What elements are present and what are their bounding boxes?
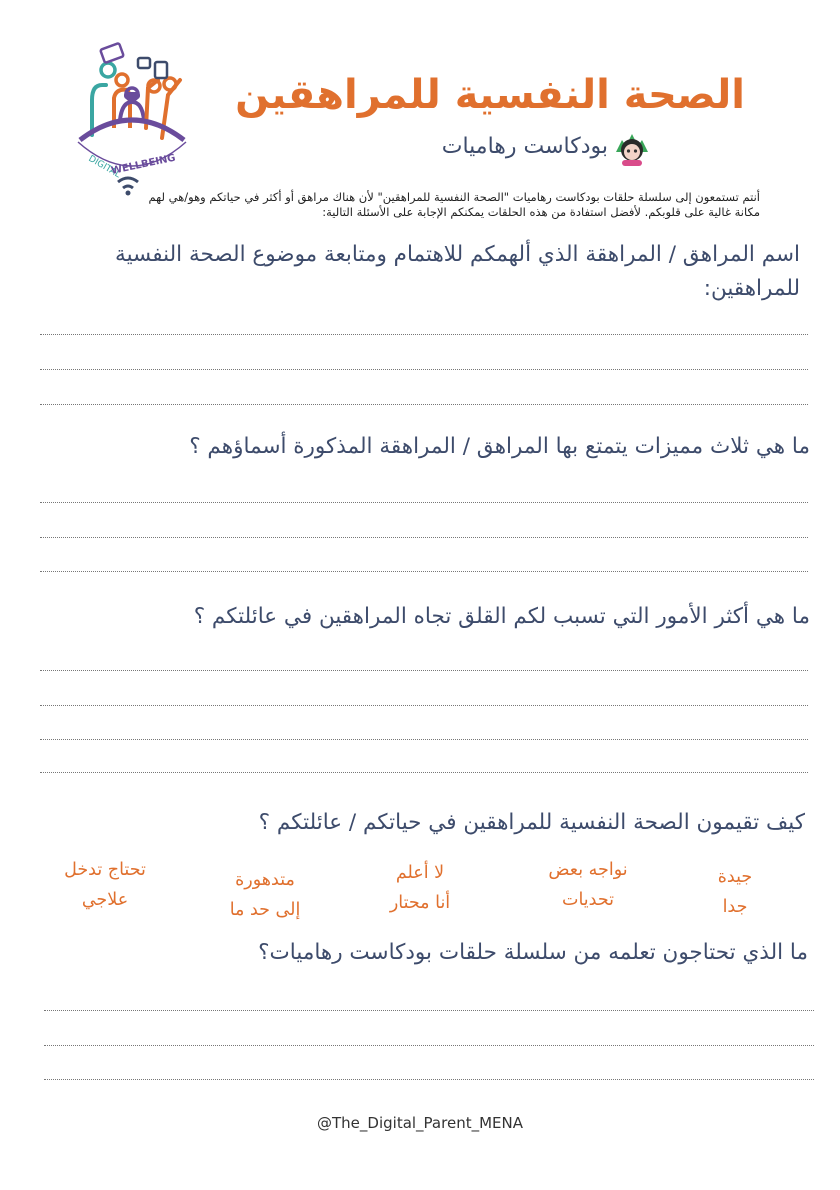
rating-option-very-good[interactable] (690, 862, 780, 922)
answer-line[interactable] (40, 705, 808, 706)
digital-wellbeing-logo (70, 40, 195, 200)
rating-option-line2: أنا محتار (389, 893, 451, 913)
rating-option-line1: جيدة (717, 867, 753, 887)
rating-option-line2: تحديات (561, 890, 615, 910)
answer-line[interactable] (40, 537, 808, 538)
rating-option-somewhat-deteriorated[interactable] (205, 865, 325, 925)
answer-line[interactable] (40, 334, 808, 335)
rating-option-line2: جدا (722, 897, 748, 917)
question-4: كيف تقيمون الصحة النفسية للمراهقين في حياتكم / عائلتكم ؟ (258, 810, 805, 835)
rating-option-needs-treatment[interactable] (45, 855, 165, 915)
question-2: ما هي ثلاث مميزات يتمتع بها المراهق / المراهقة المذكورة أسماؤهم ؟ (189, 434, 810, 459)
question-5: ما الذي تحتاجون تعلمه من سلسلة حلقات بودكاست رهاميات؟ (258, 940, 808, 965)
rating-option-line2: علاجي (81, 890, 129, 910)
podcast-subtitle-row (400, 128, 670, 168)
footer-handle: @The_Digital_Parent_MENA (317, 1114, 523, 1132)
answer-line[interactable] (44, 1079, 814, 1080)
answer-line[interactable] (44, 1010, 814, 1011)
question-1: اسم المراهق / المراهقة الذي ألهمكم للاهتمام ومتابعة موضوع الصحة النفسية للمراهقين: (115, 242, 800, 301)
rating-option-some-challenges[interactable] (523, 855, 653, 915)
answer-line[interactable] (44, 1045, 814, 1046)
answer-line[interactable] (40, 369, 808, 370)
answer-line[interactable] (40, 772, 808, 773)
rating-option-line1: لا أعلم (395, 863, 445, 883)
intro-paragraph: أنتم تستمعون إلى سلسلة حلقات بودكاست رهاميات "الصحة النفسية للمراهقين" لأن هناك مراهق أو أكثر في حياتكم وهو/هي لهم مكانة غالية على قلوبكم. لأفضل استفادة من هذه الحلقات يمكنكم الإجابة على الأسئلة التالية: (148, 190, 760, 219)
rating-option-line1: تحتاج تدخل (64, 860, 146, 880)
answer-line[interactable] (40, 502, 808, 503)
answer-line[interactable] (40, 571, 808, 572)
answer-line[interactable] (40, 404, 808, 405)
answer-line[interactable] (40, 670, 808, 671)
question-3: ما هي أكثر الأمور التي تسبب لكم القلق تجاه المراهقين في عائلتكم ؟ (193, 604, 810, 629)
rating-option-line1: متدهورة (235, 870, 295, 890)
rating-option-line2: إلى حد ما (229, 900, 301, 920)
logo-text-top: DIGITAL (86, 153, 122, 181)
page-title: الصحة النفسية للمراهقين (235, 72, 745, 118)
rating-option-dont-know[interactable] (365, 858, 475, 918)
answer-line[interactable] (40, 739, 808, 740)
rating-option-line1: نواجه بعض (548, 860, 628, 880)
podcast-avatar-icon (612, 132, 652, 166)
podcast-subtitle: بودكاست رهاميات (441, 134, 608, 159)
logo-text-bottom: WELLBEING (110, 152, 177, 177)
